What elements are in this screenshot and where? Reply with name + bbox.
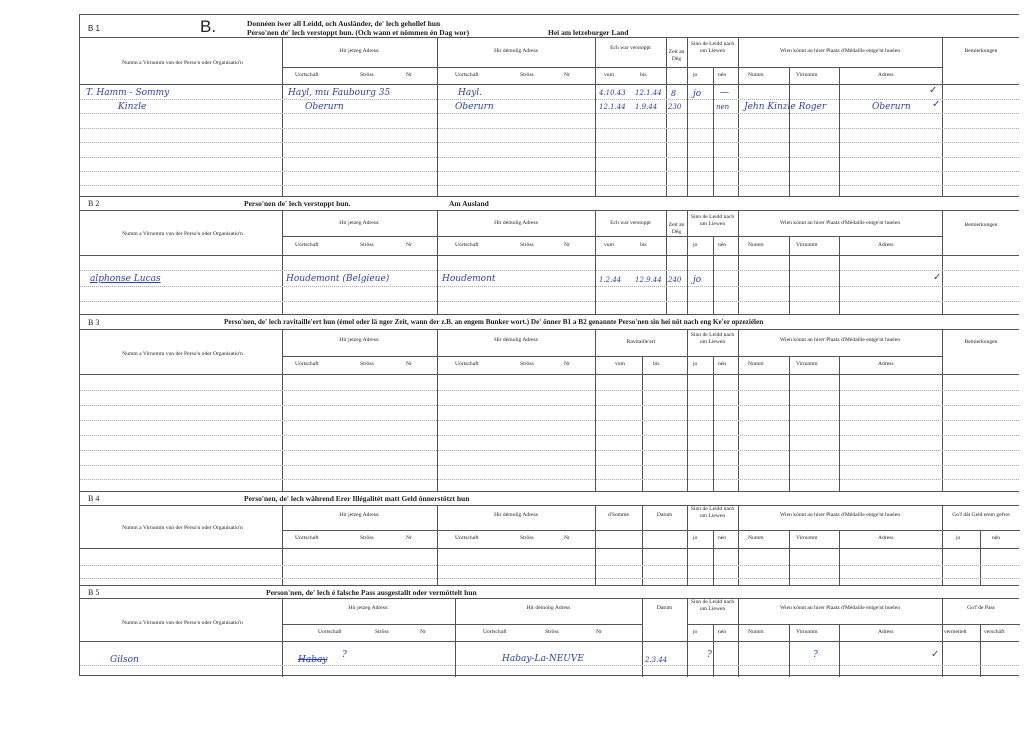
b1-row2-vum: 12.1.44	[599, 103, 626, 111]
b5-sub-vermeitelt: vermeitelt	[944, 629, 967, 635]
b3-sub-vum: vum	[615, 361, 625, 367]
b1-row2-name: Kinzle	[118, 102, 147, 112]
b5-goof-pass-header: Go'f de Pass	[967, 605, 995, 611]
b2-sub-nen: nén	[718, 242, 727, 248]
b4-sub-jo2: jo	[956, 535, 961, 541]
b3-ravit-header: Ravitaille'ert	[626, 339, 656, 345]
b2-title-right: Am Ausland	[449, 199, 489, 208]
b3-sub-stross: Ströss	[360, 361, 374, 367]
b1-row1-addr-now: Hayl, mu Faubourg 35	[288, 88, 391, 98]
b1-name-header: Numm a Virnumm vun der Perso'n oder Organisatio'n	[122, 60, 243, 66]
b4-sub-uortschaft2: Uortschaft	[455, 535, 479, 541]
b2-sub-stross2: Ströss	[520, 242, 534, 248]
b1-sub-uortschaft: Uortschaft	[295, 72, 319, 78]
section-b5-label: B 5	[88, 588, 100, 597]
b2-sub-uortschaft: Uortschaft	[295, 242, 319, 248]
b1-sub-adress: Adress	[878, 72, 894, 78]
b2-medal-header: Wien könnt an hirer Plaatz d'Médaille entge'nt huelen	[780, 220, 900, 226]
b3-sub-numm: Numm	[748, 361, 764, 367]
b2-addr-then-header: Hir démolig Adress	[494, 220, 538, 226]
b1-row2-bis: 1.9.44	[635, 103, 658, 111]
b2-time-header: Zeit an Dêg	[668, 222, 685, 235]
b2-row1-bis: 12.9.44	[635, 276, 662, 284]
b5-sub-nen: nén	[718, 629, 727, 635]
b5-sub-nr: Nr	[420, 629, 426, 635]
b1-addr-now-header: Hir jetzeg Adress:	[339, 48, 380, 54]
b4-sub-jo: jo	[693, 535, 698, 541]
b1-time-header: Zeit an Dêg	[668, 49, 685, 62]
page-letter: B.	[200, 17, 217, 36]
b5-sub-verschafft: verschâft	[984, 629, 1005, 635]
b4-sub-nr: Nr	[406, 535, 412, 541]
b4-sub-stross: Ströss	[360, 535, 374, 541]
b5-sense-header: Sinn de Leidd nach um Liewen	[690, 599, 735, 612]
b2-sub-bis: bis	[640, 242, 647, 248]
section-b4-label: B 4	[88, 494, 100, 503]
b5-addr-now-header: Hir jetzeg Adress:	[348, 605, 389, 611]
b1-sense-header: Sinn de Leidd nach um Liewen	[690, 41, 735, 54]
b4-sub-numm: Numm	[748, 535, 764, 541]
b2-sub-nr2: Nr	[564, 242, 570, 248]
b1-title-right: Hei am letzeburger Land	[548, 28, 629, 37]
b2-row1-addr-now: Houdemont (Belgieue)	[286, 274, 390, 284]
b5-sub-numm: Numm	[748, 629, 764, 635]
b1-sub-nen: nén	[718, 72, 727, 78]
b2-sub-vum: vum	[604, 242, 614, 248]
b1-row1-vum: 4.10.43	[599, 89, 626, 97]
form-sheet	[79, 14, 1019, 676]
b1-sub-stross2: Ströss	[520, 72, 534, 78]
b5-row1-check: ✓	[931, 649, 940, 660]
b5-sub-nr2: Nr	[596, 629, 602, 635]
b1-sub-nr2: Nr	[564, 72, 570, 78]
b5-sub-adress: Adress	[878, 629, 894, 635]
b2-title: Perso'nen de' lech verstoppt hun.	[244, 199, 351, 208]
b4-name-header: Numm a Virnumm vun der Perso'n oder Organisatio'n	[122, 525, 243, 531]
b1-row2-check: ✓	[932, 99, 941, 110]
b5-sub-uortschaft: Uortschaft	[318, 629, 342, 635]
b5-row1-name: Gilson	[110, 655, 139, 665]
b1-remarks-header: Bemierkungen	[964, 48, 998, 54]
b2-sub-jo: jo	[693, 242, 698, 248]
b1-row1-check: ✓	[929, 85, 938, 96]
b1-row2-addr-now: Oberurn	[305, 102, 344, 112]
b3-sub-stross2: Ströss	[520, 361, 534, 367]
section-b3-label: B 3	[88, 318, 100, 327]
b5-sub-uortschaft2: Uortschaft	[483, 629, 507, 635]
b2-name-header: Numm a Virnumm vun der Perso'n oder Organisatio'n	[122, 231, 243, 237]
b3-medal-header: Wien könnt an hirer Plaatz d'Médaille entge'nt huelen	[780, 337, 900, 343]
b1-row2-medal-name: Jehn Kinzle Roger	[744, 102, 827, 112]
b2-sub-virnumm: Virnumm	[796, 242, 818, 248]
b2-sub-adress: Adress	[878, 242, 894, 248]
b2-row1-vum: 1.2.44	[599, 276, 622, 284]
b4-addr-now-header: Hir jetzeg Adress:	[339, 512, 380, 518]
b3-name-header: Numm a Virnumm vun der Perso'n oder Organisatio'n	[122, 351, 243, 357]
b1-sub-numm: Numm	[748, 72, 764, 78]
b2-sub-nr: Nr	[406, 242, 412, 248]
b4-title: Perso'nen, de' lech wâhrend Erer Illégalitét matt Geld önnerstötzt hun	[244, 494, 470, 503]
b1-sub-vum: vum	[604, 72, 614, 78]
b5-row1-q2: ?	[707, 650, 712, 660]
b1-title-line1: Donnéen iwer all Leidd, och Ausländer, de' lech gehollef hun	[247, 19, 441, 28]
b5-row1-addr-now: Habay	[298, 655, 328, 665]
b5-sub-jo: jo	[693, 629, 698, 635]
b5-row1-q3: ?	[813, 650, 818, 660]
section-b1-label: B 1	[88, 24, 101, 33]
b1-medal-header: Wien könnt an hirer Plaatz d'Médaille entge'nt huelen	[780, 48, 900, 54]
b5-sub-stross2: Ströss	[545, 629, 559, 635]
b1-row2-nen: nen	[716, 103, 730, 111]
b5-name-header: Numm a Virnumm vun der Perso'n oder Organisatio'n	[122, 620, 243, 626]
b1-row1-days: 8	[671, 89, 677, 98]
b3-sub-jo: jo	[693, 361, 698, 367]
b1-sub-jo: jo	[693, 72, 698, 78]
b3-sub-adress: Adress	[878, 361, 894, 367]
b5-row1-addr-then: Habay-La-NEUVE	[502, 654, 584, 664]
b1-row2-medal-addr: Oberurn	[872, 102, 911, 112]
b4-medal-header: Wien könnt an hirer Plaatz d'Médaille entge'nt huelen	[780, 512, 900, 518]
b4-sub-uortschaft: Uortschaft	[295, 535, 319, 541]
b1-addr-then-header: Hir démolig Adress	[494, 48, 538, 54]
b2-sub-numm: Numm	[748, 242, 764, 248]
b5-title: Person'nen, de' lech é falsche Pass ausgestallt oder vermöttelt hun	[266, 588, 477, 597]
b1-row1-name: T. Hamm - Sommy	[86, 88, 170, 98]
b5-row1-date: 2.3.44	[645, 656, 668, 664]
b2-remarks-header: Bemierkungen	[964, 222, 998, 228]
b1-row2-addr-then: Oberurn	[455, 102, 494, 112]
b2-row1-check: ✓	[933, 272, 942, 283]
b3-title: Perso'nen, de' lech ravitaille'ert hun (émol oder lä nger Zeit, wann der z.B. an engem Bunker wort.) De' önner B1 a B2 genannte Perso'nen sin hei nöt nach eng Ke'er opzeziélen	[224, 318, 764, 326]
b1-row1-jo: jo	[693, 89, 702, 99]
b4-sub-stross2: Ströss	[520, 535, 534, 541]
b4-sub-adress: Adress	[878, 535, 894, 541]
b4-datum-header: Datum	[656, 512, 673, 518]
b2-row1-jo: jo	[693, 275, 702, 285]
b1-row1-bis: 12.1.44	[635, 89, 662, 97]
b1-hid-header: Ech war verstoppt	[610, 45, 651, 51]
b1-sub-stross: Ströss	[360, 72, 374, 78]
b5-row1-q1: ?	[342, 650, 347, 660]
b2-sense-header: Sinn de Leidd nach um Liewen	[690, 214, 735, 227]
b4-sub-nen: nén	[718, 535, 727, 541]
b2-row1-name: alphonse Lucas	[90, 274, 161, 284]
b1-sub-uortschaft2: Uortschaft	[455, 72, 479, 78]
b2-sub-uortschaft2: Uortschaft	[455, 242, 479, 248]
b2-sub-stross: Ströss	[360, 242, 374, 248]
b4-sense-header: Sinn de Leidd nach um Liewen	[690, 506, 735, 519]
b4-sub-nen2: nén	[992, 535, 1001, 541]
b1-sub-nr: Nr	[406, 72, 412, 78]
b2-row1-days: 240	[668, 276, 682, 284]
b1-row1-dash: —	[720, 88, 729, 98]
b3-sub-uortschaft2: Uortschaft	[455, 361, 479, 367]
b2-row1-addr-then: Houdemont	[442, 274, 496, 284]
b1-row1-addr-then: Hayl.	[458, 88, 483, 98]
b5-addr-then-header: Hir démolig Adress	[526, 605, 571, 611]
b3-addr-then-header: Hir démolig Adress	[494, 337, 538, 343]
b1-row2-days: 230	[668, 103, 682, 111]
b3-sub-nr2: Nr	[564, 361, 570, 367]
b5-medal-header: Wien könnt an hirer Plaatz d'Médaille entge'nt huelen	[780, 605, 900, 611]
b3-sub-bis: bis	[653, 361, 660, 367]
b4-goof-geld-header: Go'f dât Geld erem gefrot	[952, 512, 1010, 518]
b4-sub-virnumm: Virnumm	[796, 535, 818, 541]
b1-sub-bis: bis	[640, 72, 647, 78]
b2-addr-now-header: Hir jetzeg Adress:	[339, 220, 380, 226]
b5-datum-header: Datum	[656, 605, 673, 611]
b4-addr-then-header: Hir démolig Adress	[494, 512, 538, 518]
b5-sub-virnumm: Virnumm	[796, 629, 818, 635]
b3-addr-now-header: Hir jetzeg Adress:	[339, 337, 380, 343]
b4-somme-header: d'Somme	[608, 512, 629, 518]
b1-title-line2: Perso'nen de' lech verstoppt hun. (Och wann et nömmen én Dag wor)	[247, 28, 470, 37]
b3-remarks-header: Bemierkungen	[964, 339, 998, 345]
b3-sub-virnumm: Virnumm	[796, 361, 818, 367]
section-b2-label: B 2	[88, 199, 100, 208]
b5-sub-stross: Ströss	[375, 629, 389, 635]
b3-sub-uortschaft: Uortschaft	[295, 361, 319, 367]
b2-hid-header: Ech war verstoppt	[610, 220, 651, 226]
b3-sub-nr: Nr	[406, 361, 412, 367]
b4-sub-nr2: Nr	[564, 535, 570, 541]
b3-sense-header: Sinn de Leidd nach um Liewen	[690, 332, 735, 345]
b3-sub-nen: nén	[718, 361, 727, 367]
b1-sub-virnumm: Virnumm	[796, 72, 818, 78]
